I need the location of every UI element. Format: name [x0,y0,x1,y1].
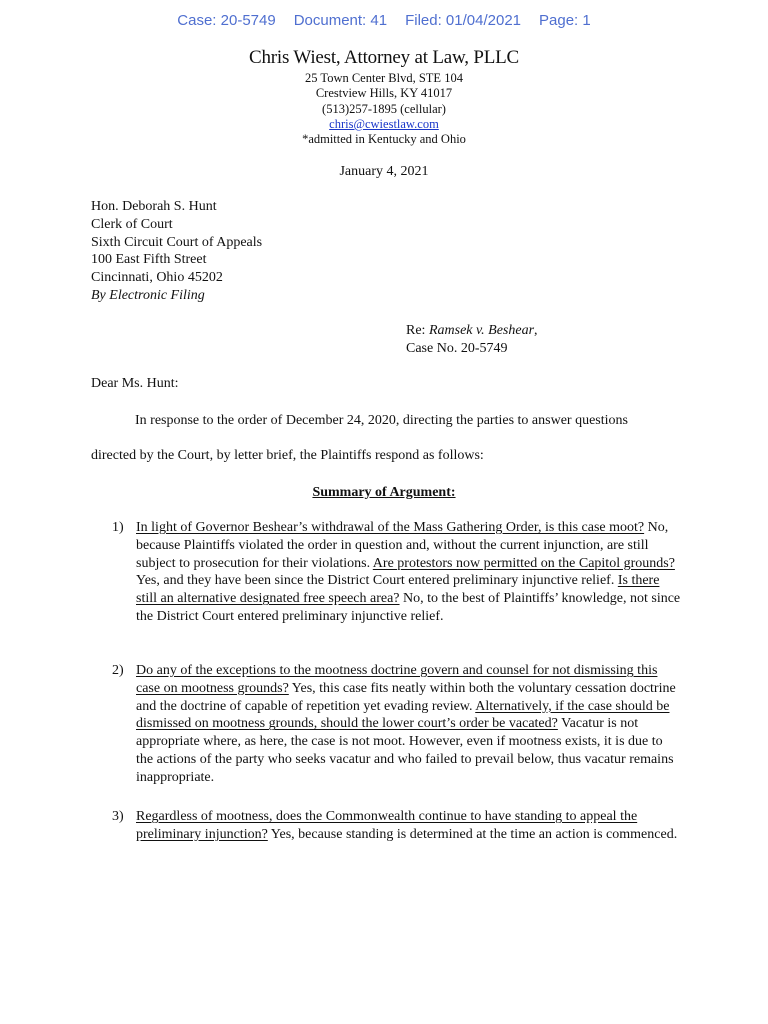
question-underlined-text: Do any of the exceptions to the mootness doctrine govern and counsel for not dismissing this case on mootness grounds? [136,663,658,696]
question-text [136,662,682,787]
question-number: 3) [112,809,124,824]
question-3 [112,808,682,844]
re-prefix: Re: [406,323,429,338]
intro-line-1: In response to the order of December 24, 2020, directing the parties to answer questions [135,413,628,428]
answer-text: Yes, this case fits neatly within both the voluntary cessation doctrine and the doctrine of capable of repetition yet evading review. [136,680,676,714]
firm-email-line [0,117,768,132]
docket-document: Document: 41 [293,12,388,29]
recipient-name: Hon. Deborah S. Hunt [91,199,217,214]
recipient-title: Clerk of Court [91,216,173,232]
answer-text: Vacatur is not appropriate where, as here, the case is not moot. However, even if mootness exists, it is due to the actions of the party who seeks vacatur and who failed to prevail below, thus vacatur remains inappropriate. [136,716,674,785]
salutation: Dear Ms. Hunt: [91,376,179,391]
summary-heading: Summary of Argument: [312,485,456,500]
docket-filed: Filed: 01/04/2021 [405,12,521,29]
question-underlined-text: Alternatively, if the case should be dismissed on mootness grounds, should the lower court’s order be vacated? [136,698,670,732]
answer-text: No, because Plaintiffs violated the order in question and, without the current injunction, are still subject to prosecution for their violations. [136,520,669,571]
docket-case: Case: 20-5749 [177,12,276,29]
question-1 [112,519,682,626]
re-case-name: Ramsek v. Beshear [428,323,535,338]
firm-address-line-2: Crestview Hills, KY 41017 [315,86,453,100]
recipient-city: Cincinnati, Ohio 45202 [91,270,223,286]
docket-page: Page: 1 [539,12,591,29]
answer-text: Yes, and they have been since the District Court entered preliminary injunctive relief. [136,573,618,589]
question-text [136,808,682,844]
re-case-number: Case No. 20-5749 [406,341,508,356]
recipient-method: By Electronic Filing [91,287,205,303]
question-number: 1) [112,520,124,535]
letter-date: January 4, 2021 [339,164,429,179]
firm-email-link[interactable]: chris@cwiestlaw.com [329,117,439,131]
docket-header [0,12,768,29]
question-underlined-text: In light of Governor Beshear’s withdrawal of the Mass Gathering Order, is this case moot? [136,520,645,535]
question-number: 2) [112,663,124,678]
answer-text: No, to the best of Plaintiffs’ knowledge, not since the District Court entered preliminary injunctive relief. [136,591,681,624]
firm-name: Chris Wiest, Attorney at Law, PLLC [248,47,520,68]
question-underlined-text: Regardless of mootness, does the Commonwealth continue to have standing to appeal the preliminary injunction? [136,809,638,842]
re-line [406,322,538,340]
firm-phone: (513)257-1895 (cellular) [322,102,446,116]
recipient-block [91,198,262,305]
question-underlined-text: Is there still an alternative designated free speech area? [136,573,660,607]
question-text [136,519,682,626]
recipient-court: Sixth Circuit Court of Appeals [91,234,263,250]
intro-line-2: directed by the Court, by letter brief, the Plaintiffs respond as follows: [91,448,484,463]
question-2 [112,662,682,787]
firm-admitted-note: *admitted in Kentucky and Ohio [302,132,466,146]
re-block [406,322,538,358]
re-case-name-suffix: , [534,323,538,338]
firm-address-line-1: 25 Town Center Blvd, STE 104 [305,71,463,85]
question-underlined-text: Are protestors now permitted on the Capitol grounds? [372,555,675,571]
answer-text: Yes, because standing is determined at the time an action is commenced. [267,826,678,842]
recipient-street: 100 East Fifth Street [91,252,207,268]
